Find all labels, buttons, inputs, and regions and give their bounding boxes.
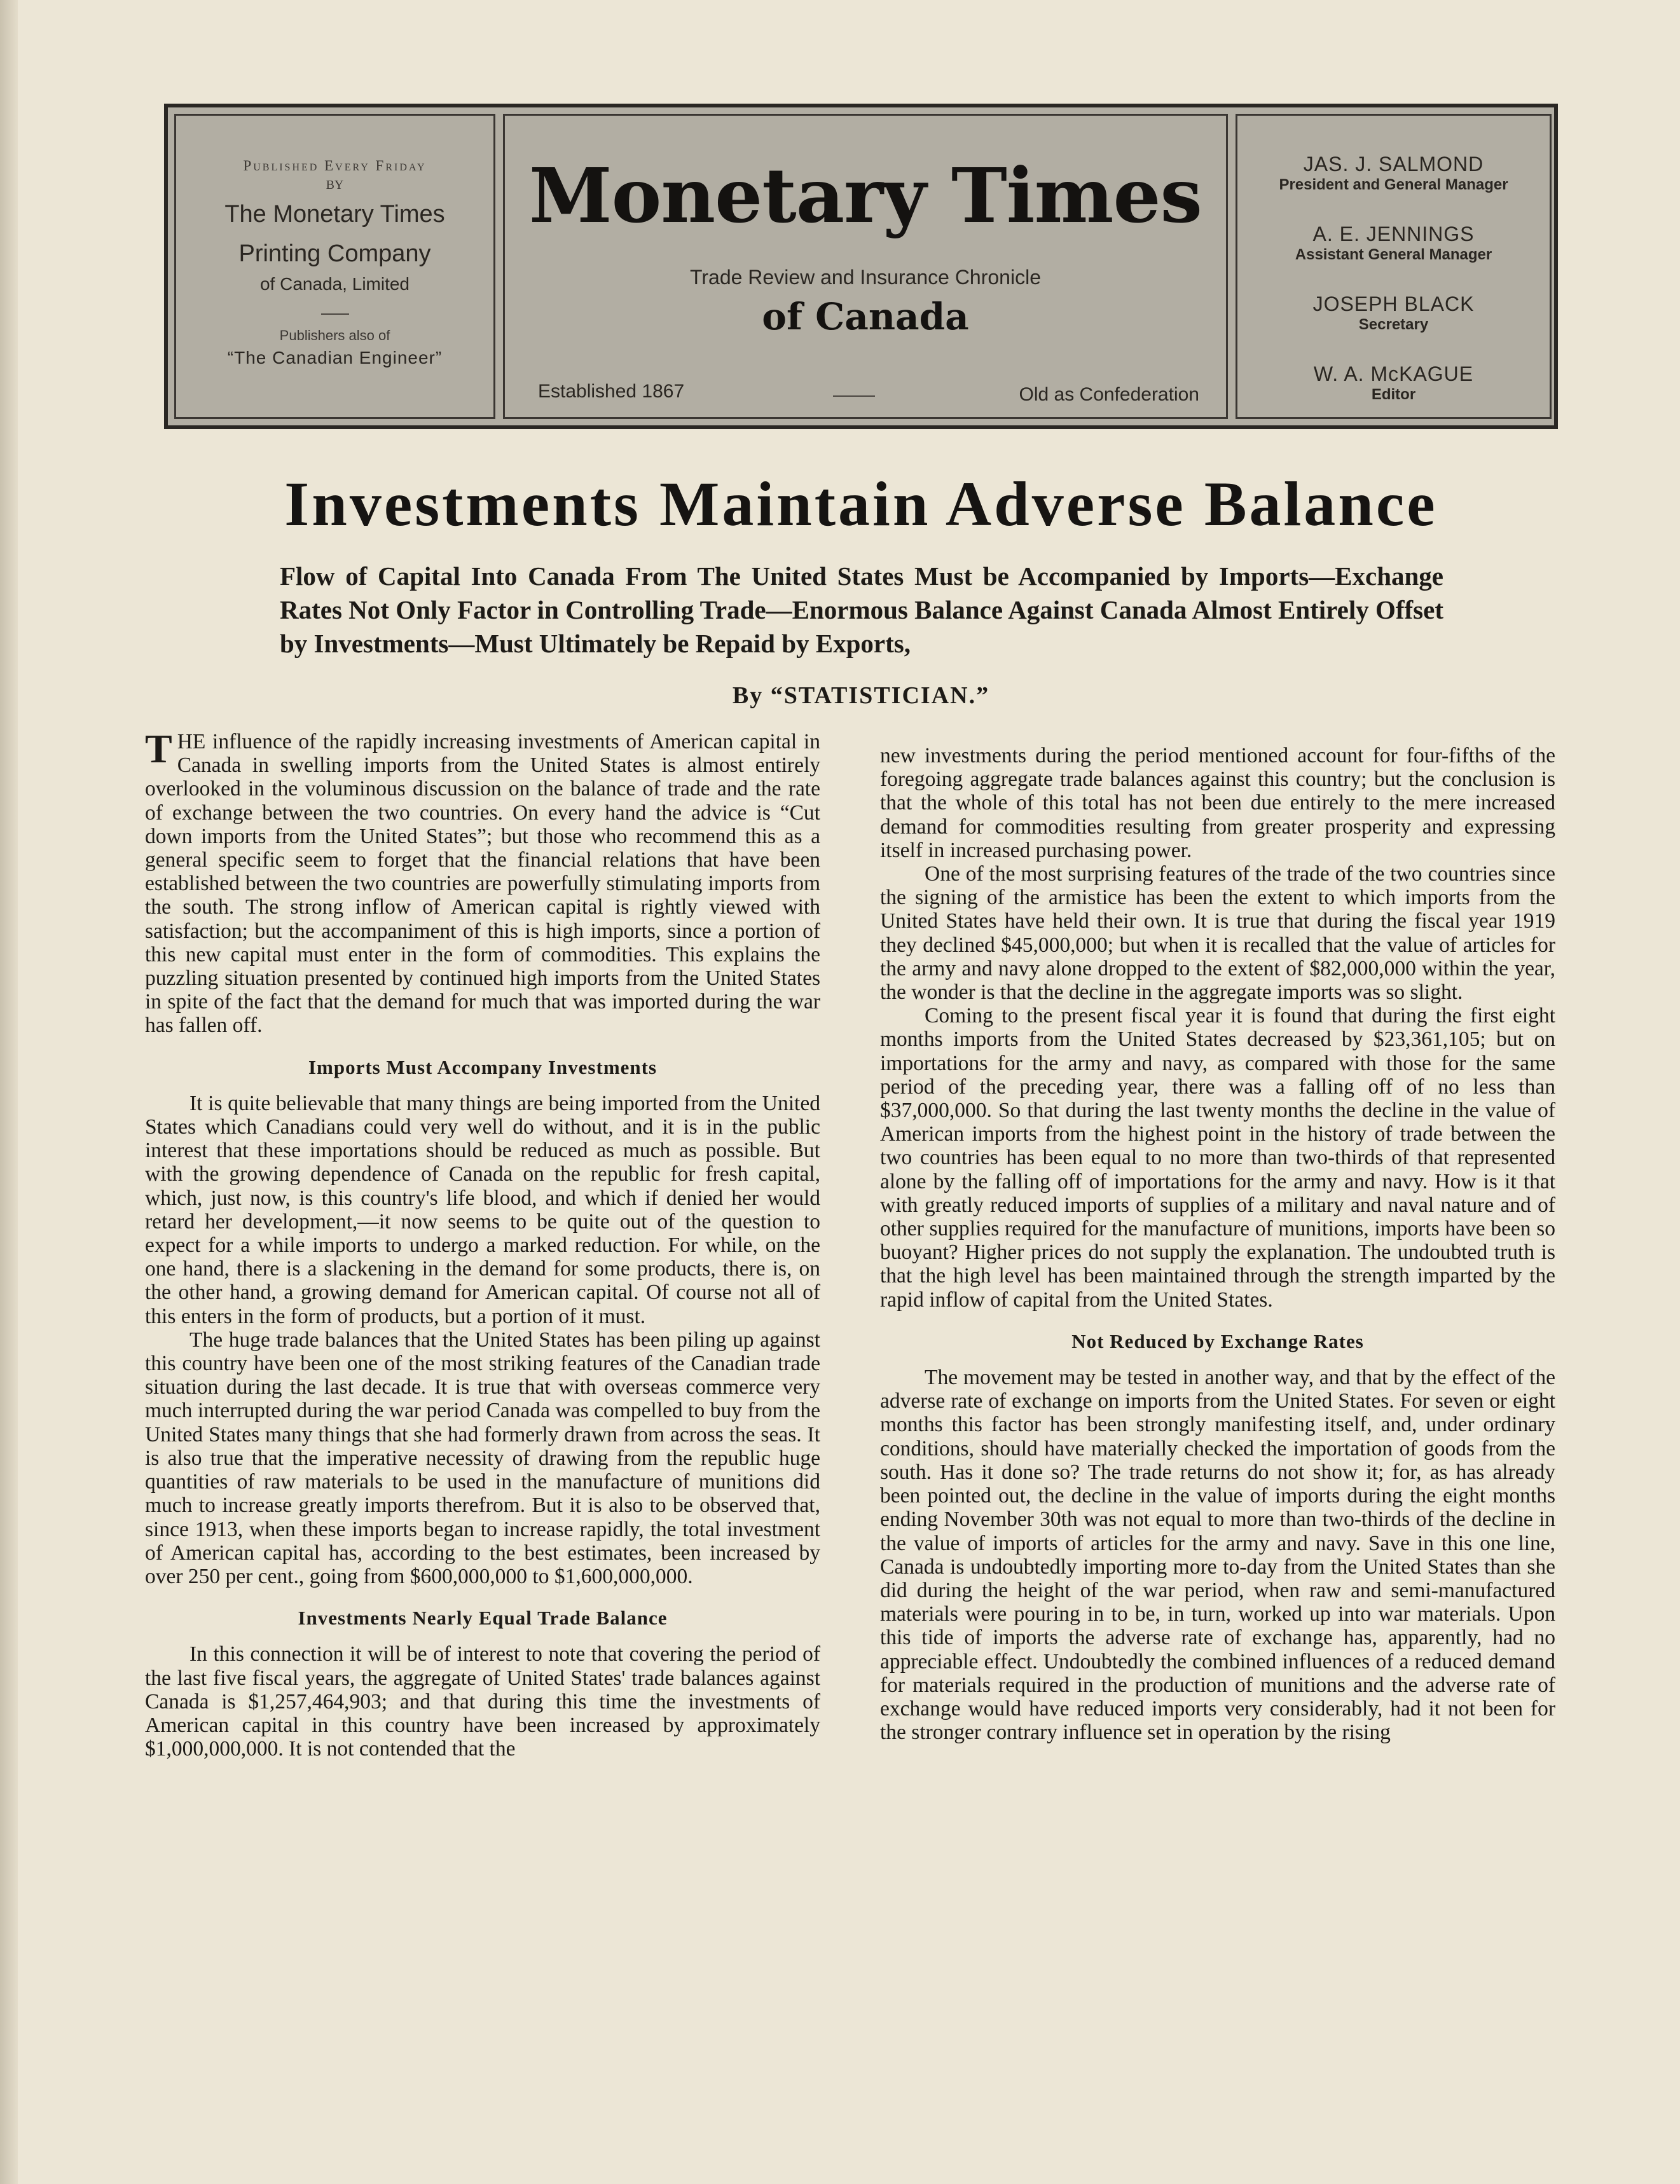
printer-name-line1: The Monetary Times [224, 201, 445, 228]
drop-cap: T [145, 726, 172, 771]
staff-role: Editor [1371, 386, 1416, 403]
printer-name-line2: Printing Company [238, 240, 431, 267]
publisher-panel [174, 114, 495, 419]
page-binding-edge [0, 0, 18, 2184]
section-subhead: Imports Must Accompany Investments [308, 1055, 658, 1078]
staff-name: W. A. McKAGUE [1313, 362, 1474, 385]
sister-publication-title: “The Canadian Engineer” [227, 348, 443, 367]
article-byline: By “STATISTICIAN.” [732, 682, 990, 709]
staff-role: Assistant General Manager [1295, 246, 1492, 263]
old-as-confederation-text: Old as Confederation [1019, 384, 1199, 405]
staff-panel [1236, 114, 1552, 419]
section-subhead: Not Reduced by Exchange Rates [1071, 1329, 1364, 1352]
staff-name: JOSEPH BLACK [1312, 292, 1475, 315]
paragraph: It is quite believable that many things are being imported from the United States which Canadians could very well do without, and it is in the public interest that these importations should be reduced as much as possible. But with the growing dependence of Canada on the republic for fresh capital, which, just now, is this country's life blood, and which if denied her would retard her development,—it now seems to be quite out of the question to expect for a while imports to undergo a marked reduction. For while, on the one hand, there is a slackening in the demand for some products, there is, on the other hand, a growing demand for American capital. Of course not all of this enters in the form of products, but a portion of it must. [145, 1091, 820, 1328]
publishers-also-of-text: Publishers also of [279, 327, 390, 343]
staff-entry [1237, 153, 1550, 223]
paragraph: In this connection it will be of interest to note that covering the period of the last five fiscal years, the aggregate of United States' trade balances against Canada is $1,257,464,903; and that during this time the investments of American capital in this country have been increased by approximately $1,000,000,000. It is not contended that the [145, 1642, 820, 1761]
left-column [145, 726, 820, 1761]
paragraph: One of the most surprising features of the trade of the two countries since the signing of the armistice has been the extent to which imports from the United States have held their own. It is true that during the fiscal year 1919 they declined $45,000,000; but when it is recalled that the value of articles for the army and navy alone dropped to the extent of $82,000,000 within the year, the wonder is that the decline in the aggregate imports was so slight. [880, 862, 1555, 1005]
divider [833, 395, 875, 397]
right-column [880, 744, 1555, 1744]
staff-name: JAS. J. SALMOND [1303, 153, 1484, 175]
publication-subtitle: Trade Review and Insurance Chronicle [690, 266, 1041, 289]
divider [321, 313, 349, 315]
paragraph: The movement may be tested in another way, and that by the effect of the adverse rate of exchange on imports from the United States. For seven or eight months this factor has been strongly manifesting itself, and, under ordinary conditions, should have materially checked the importation of goods from the south. Has it done so? The trade returns do not show it; for, as has already been pointed out, the decline in the value of imports during the eight months ending November 30th was not equal to more than two-thirds of the decline in the value of imports of articles for the army and navy. Save in this one line, Canada is undoubtedly importing more to-day from the United States than she did during the height of the war period, when raw and semi-manufactured materials were pouring in to be, in turn, worked up into war materials. Upon this tide of imports the adverse rate of exchange has, apparently, had no appreciable effect. Undoubtedly the combined influences of a reduced demand for materials required in the production of munitions and the adverse rate of exchange would have reduced imports very considerably, had it not been for the stronger contrary influence set in operation by the rising [880, 1366, 1555, 1745]
staff-role: President and General Manager [1279, 176, 1508, 193]
paragraph: The huge trade balances that the United States has been piling up against this country have been one of the most striking features of the Canadian trade situation during the last decade. It is true that with overseas commerce very much interrupted during the war period Canada was compelled to buy from the United States many things that she had formerly drawn from across the seas. It is also true that the imperative necessity of drawing from the republic huge quantities of raw materials to be used in the manufacture of munitions did much to increase greatly imports therefrom. But it is also to be observed that, since 1913, when these imports began to increase rapidly, the total investment of American capital has, according to the best estimates, been increased by over 250 per cent., going from $600,000,000 to $1,600,000,000. [145, 1328, 820, 1588]
staff-name: A. E. JENNINGS [1312, 223, 1475, 245]
title-panel [503, 114, 1228, 419]
article-deck: Flow of Capital Into Canada From The United States Must be Accompanied by Imports—Exchange Rates Not Only Factor in Controlling Trade—Enormous Balance Against Canada Almost Entirely Offset by Investments—Must Ultimately be Repaid by Exports, [280, 561, 1443, 658]
printer-name-line3: of Canada, Limited [259, 274, 410, 294]
established-text: Established 1867 [538, 381, 685, 402]
staff-entry [1237, 362, 1550, 432]
publication-title: Monetary Times [529, 151, 1202, 240]
masthead [164, 104, 1558, 429]
paragraph-text: HE influence of the rapidly increasing investments of American capital in Canada in swelling imports from the United States is almost entirely overlooked in the voluminous discussion on the balance of trade and the rate of exchange between the two countries. On every hand the advice is “Cut down imports from the United States”; but those who recommend this as a general specific seem to forget that the financial relations that have been established between the two countries are powerfully stimulating imports from the south. The strong inflow of American capital is rightly viewed with satisfaction; but the accompaniment of this is high imports, since a portion of this new capital must enter in the form of commodities. This explains the puzzling situation presented by continued high imports from the United States in spite of the fact that the demand for much that was imported during the war has fallen off. [145, 730, 820, 1038]
staff-entry [1237, 223, 1550, 292]
staff-role: Secretary [1358, 316, 1429, 333]
paragraph: Coming to the present fiscal year it is found that during the first eight months imports from the United States decreased by $23,361,105; but on importations for the army and navy, as compared with those for the same period of the preceding year, there was a falling off of no less than $37,000,000. So that during the last twenty months the decline in the value of American imports from the highest point in the history of trade between the two countries has been equal to no more than two-thirds of that represented alone by the falling off of importations for the army and navy. How is it that with greatly reduced imports of supplies of a military and naval nature and of other supplies required for the manufacture of munitions, imports have been so buoyant? Higher prices do not supply the explanation. The undoubted truth is that the high level has been maintained through the strength imparted by the rapid inflow of capital from the United States. [880, 1004, 1555, 1312]
paragraph [145, 726, 820, 1038]
publication-of-canada: of Canada [762, 295, 969, 338]
article-headline: Investments Maintain Adverse Balance [284, 469, 1438, 539]
by-text: BY [326, 178, 344, 192]
paragraph: new investments during the period mentioned account for four-fifths of the foregoing aggregate trade balances against this country; but the conclusion is that the whole of this total has not been due entirely to the mere increased demand for commodities resulting from greater prosperity and expressing itself in increased purchasing power. [880, 744, 1555, 862]
staff-entry [1237, 292, 1550, 362]
section-subhead: Investments Nearly Equal Trade Balance [298, 1607, 668, 1630]
published-every-text: Published Every Friday [243, 158, 427, 174]
